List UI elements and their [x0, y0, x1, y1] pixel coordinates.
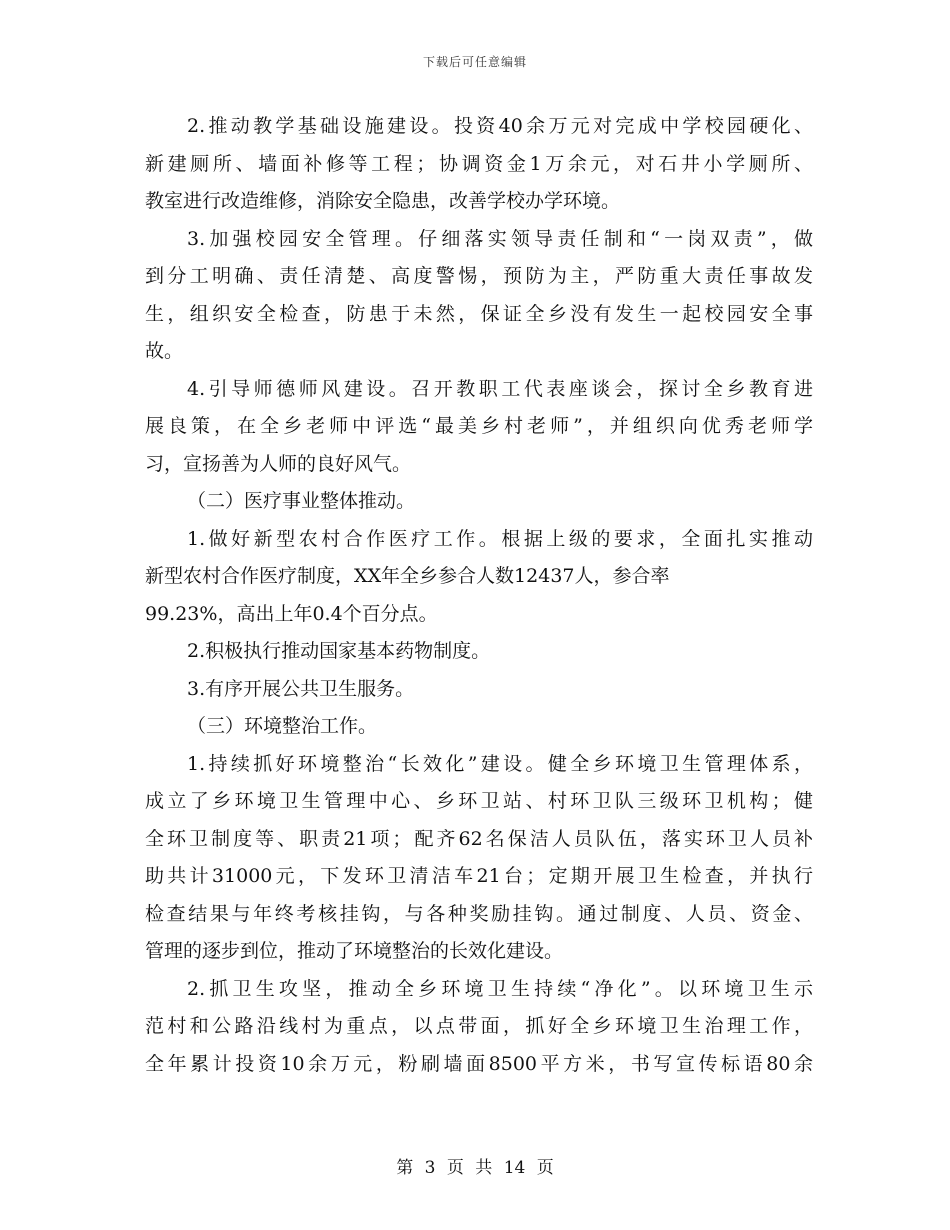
text-line: 2.抓卫生攻坚，推动全乡环境卫生持续“净化”。以环境卫生示 [187, 977, 813, 1000]
document-body [145, 108, 813, 1083]
text-line: 检查结果与年终考核挂钩，与各种奖励挂钩。通过制度、人员、资金、 [145, 902, 813, 925]
text-line: 习，宣扬善为人师的良好风气。 [145, 452, 412, 475]
text-line: 成立了乡环境卫生管理中心、乡环卫站、村环卫队三级环卫机构；健 [145, 790, 813, 812]
text-line: （三）环境整治工作。 [187, 715, 378, 737]
text-line: 生，组织安全检查，防患于未然，保证全乡没有发生一起校园安全事 [145, 302, 813, 325]
text-line: 全年累计投资10余万元，粉刷墙面8500平方米，书写宣传标语80余 [145, 1052, 813, 1075]
text-line: （二）医疗事业整体推动。 [187, 490, 416, 512]
text-line: 3.加强校园安全管理。仔细落实领导责任制和“一岗双责”，做 [187, 227, 813, 250]
text-line: 2.推动教学基础设施建设。投资40余万元对完成中学校园硬化、 [187, 115, 813, 137]
text-line: 99.23%，高出上年0.4个百分点。 [145, 602, 438, 625]
text-line: 1.做好新型农村合作医疗工作。根据上级的要求，全面扎实推动 [187, 527, 813, 550]
text-line: 故。 [145, 340, 184, 362]
page-footer: 第 3 页 共 14 页 [396, 1158, 554, 1178]
text-line: 新建厕所、墙面补修等工程；协调资金1万余元，对石井小学厕所、 [145, 152, 813, 175]
page-header: 下载后可任意编辑 [422, 55, 527, 69]
text-line: 助共计31000元，下发环卫清洁车21台；定期开展卫生检查，并执行 [145, 865, 813, 887]
text-line: 1.持续抓好环境整治“长效化”建设。健全乡环境卫生管理体系， [187, 752, 813, 775]
text-line: 管理的逐步到位，推动了环境整治的长效化建设。 [145, 940, 564, 962]
text-line: 展良策，在全乡老师中评选“最美乡村老师”，并组织向优秀老师学 [145, 415, 813, 437]
text-line: 教室进行改造维修，消除安全隐患，改善学校办学环境。 [145, 190, 621, 212]
text-line: 到分工明确、责任清楚、高度警惕，预防为主，严防重大责任事故发 [145, 265, 813, 287]
text-line: 新型农村合作医疗制度，XX年全乡参合人数12437人，参合率 [145, 565, 670, 587]
text-line: 3.有序开展公共卫生服务。 [187, 677, 415, 700]
text-line: 2.积极执行推动国家基本药物制度。 [187, 640, 491, 662]
text-line: 范村和公路沿线村为重点，以点带面，抓好全乡环境卫生治理工作， [145, 1015, 813, 1037]
text-line: 全环卫制度等、职责21项；配齐62名保洁人员队伍，落实环卫人员补 [145, 827, 813, 850]
text-line: 4.引导师德师风建设。召开教职工代表座谈会，探讨全乡教育进 [187, 377, 813, 400]
